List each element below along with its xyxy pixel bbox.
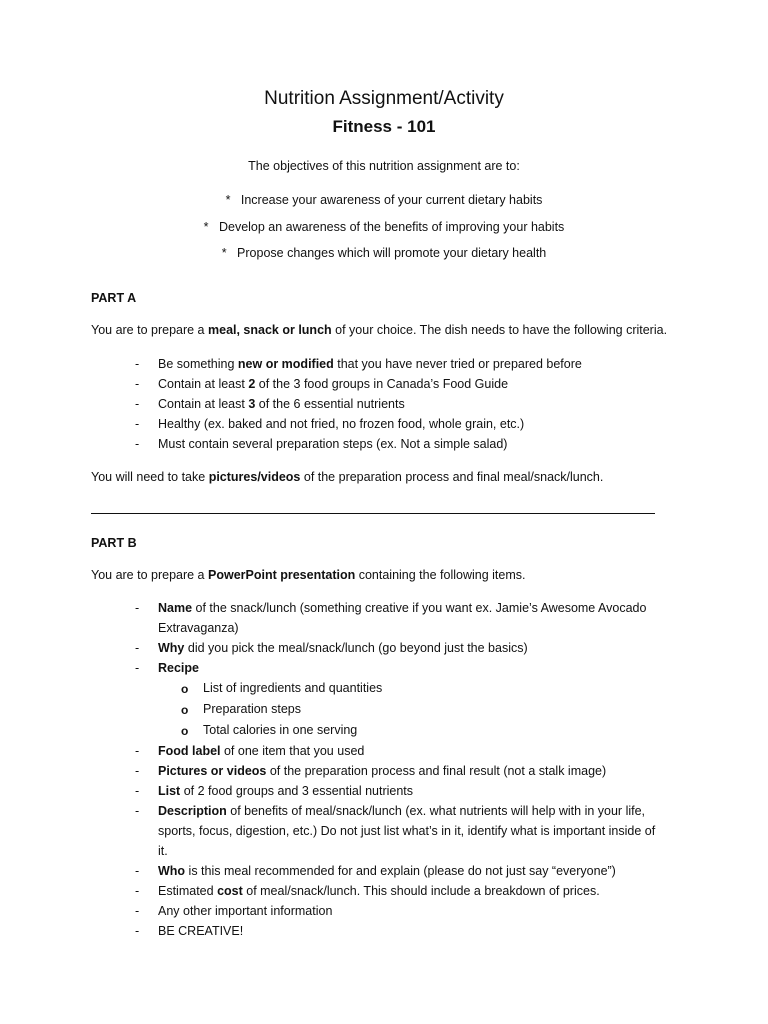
part-a-heading: PART A (91, 291, 137, 305)
recipe-subitem: Preparation steps (203, 702, 301, 716)
criteria-item: Be something new or modified that you have never tried or prepared before (158, 357, 582, 371)
presentation-item: Why did you pick the meal/snack/lunch (go beyond just the basics) (158, 641, 528, 655)
asterisk-bullet: * (221, 246, 227, 260)
dash-bullet: - (135, 417, 140, 431)
part-b-intro: You are to prepare a PowerPoint presentation containing the following items. (91, 568, 526, 582)
dash-bullet: - (135, 437, 140, 451)
circle-bullet: o (181, 703, 189, 717)
presentation-item: BE CREATIVE! (158, 924, 244, 938)
section-divider (91, 513, 655, 514)
objective-item: * Propose changes which will promote your dietary health (221, 246, 547, 260)
criteria-item: Contain at least 2 of the 3 food groups in Canada’s Food Guide (158, 377, 509, 391)
recipe-subitem: List of ingredients and quantities (203, 681, 383, 695)
dash-bullet: - (135, 884, 140, 898)
presentation-item: Estimated cost of meal/snack/lunch. This should include a breakdown of prices. (158, 884, 600, 898)
presentation-item: Name of the snack/lunch (something creative if you want ex. Jamie’s Awesome Avocado (158, 601, 647, 615)
dash-bullet: - (135, 924, 140, 938)
asterisk-bullet: * (225, 193, 231, 207)
part-b-heading: PART B (91, 536, 137, 550)
dash-bullet: - (135, 764, 140, 778)
presentation-item-continuation: sports, focus, digestion, etc.) Do not just list what’s in it, identify what is important inside of (158, 824, 656, 838)
asterisk-bullet: * (203, 220, 209, 234)
part-a-note: You will need to take pictures/videos of the preparation process and final meal/snack/lunch. (91, 470, 604, 484)
presentation-item: Recipe (158, 661, 199, 675)
presentation-item: Who is this meal recommended for and explain (please do not just say “everyone”) (158, 864, 616, 878)
dash-bullet: - (135, 641, 140, 655)
criteria-item: Must contain several preparation steps (ex. Not a simple salad) (158, 437, 508, 451)
presentation-item: Description of benefits of meal/snack/lunch (ex. what nutrients will help with in your life, (158, 804, 646, 818)
presentation-item: Food label of one item that you used (158, 744, 365, 758)
page-subtitle: Fitness - 101 (332, 117, 436, 136)
dash-bullet: - (135, 377, 140, 391)
part-a-intro: You are to prepare a meal, snack or lunch of your choice. The dish needs to have the following criteria. (91, 323, 668, 337)
objective-item: * Increase your awareness of your current dietary habits (225, 193, 543, 207)
dash-bullet: - (135, 904, 140, 918)
dash-bullet: - (135, 357, 140, 371)
presentation-item: Any other important information (158, 904, 333, 918)
recipe-subitem: Total calories in one serving (203, 723, 358, 737)
dash-bullet: - (135, 601, 140, 615)
circle-bullet: o (181, 682, 189, 696)
criteria-item: Healthy (ex. baked and not fried, no frozen food, whole grain, etc.) (158, 417, 525, 431)
dash-bullet: - (135, 744, 140, 758)
page-title: Nutrition Assignment/Activity (264, 88, 504, 109)
objectives-intro: The objectives of this nutrition assignment are to: (248, 159, 520, 173)
dash-bullet: - (135, 661, 140, 675)
dash-bullet: - (135, 397, 140, 411)
presentation-item-continuation: it. (158, 844, 168, 858)
presentation-item: List of 2 food groups and 3 essential nutrients (158, 784, 414, 798)
presentation-item-continuation: Extravaganza) (158, 621, 239, 635)
dash-bullet: - (135, 864, 140, 878)
criteria-item: Contain at least 3 of the 6 essential nutrients (158, 397, 405, 411)
circle-bullet: o (181, 724, 189, 738)
presentation-item: Pictures or videos of the preparation process and final result (not a stalk image) (158, 764, 607, 778)
dash-bullet: - (135, 804, 140, 818)
dash-bullet: - (135, 784, 140, 798)
objective-item: * Develop an awareness of the benefits of improving your habits (203, 220, 565, 234)
